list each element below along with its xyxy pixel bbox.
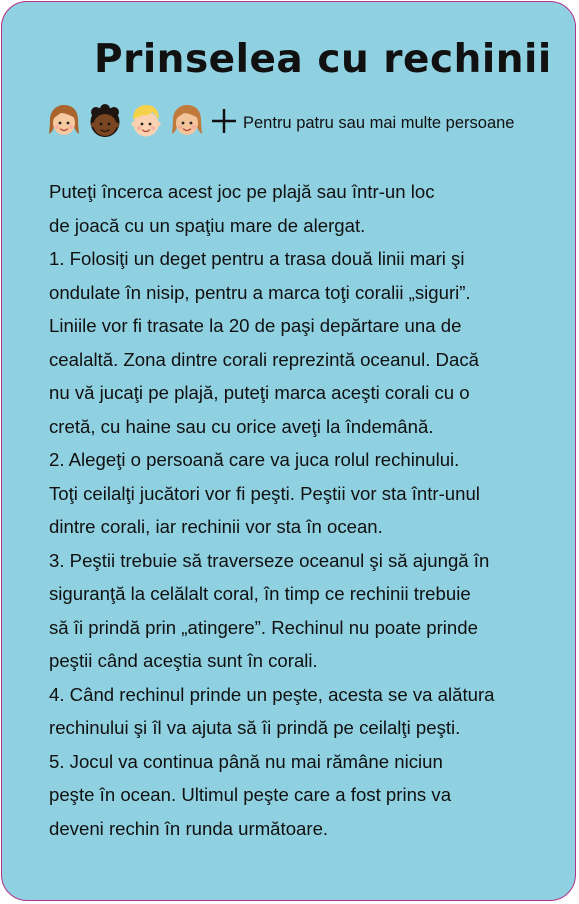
instruction-line: rechinului şi îl va ajuta să îi prindă pe ceilalţi peşti.	[49, 717, 461, 738]
instruction-line: 1. Folosiţi un deget pentru a trasa două linii mari şi	[49, 248, 465, 269]
girl-face-icon	[169, 103, 205, 139]
plus-icon	[212, 109, 236, 133]
instruction-line: Liniile vor fi trasate la 20 de paşi depărtare una de	[49, 315, 462, 336]
instruction-line: peştii când aceştia sunt în corali.	[49, 650, 318, 671]
instruction-line: cealaltă. Zona dintre corali reprezintă oceanul. Dacă	[49, 348, 479, 370]
boy-face-icon	[87, 103, 123, 139]
instruction-line: de joacă cu un spaţiu mare de alergat.	[49, 214, 366, 236]
girl-face-icon	[46, 103, 82, 139]
activity-card	[1, 1, 576, 901]
card-title: Prinselea cu rechinii	[94, 37, 552, 82]
instruction-line: nu vă jucaţi pe plajă, puteţi marca aceşti corali cu o	[49, 382, 470, 403]
instruction-line: ondulate în nisip, pentru a marca toţi coralii „siguri”.	[49, 281, 471, 303]
instruction-line: dintre corali, iar rechinii vor sta în ocean.	[49, 516, 383, 537]
instruction-line: 4. Când rechinul prinde un peşte, acesta se va alătura	[49, 683, 495, 705]
player-count-row	[46, 103, 515, 139]
blond-boy-face-icon	[128, 103, 164, 139]
instruction-line: peşte în ocean. Ultimul peşte care a fost prins va	[49, 784, 452, 805]
game-instructions	[49, 175, 549, 845]
instruction-line: Toţi ceilalţi jucători vor fi peşti. Peştii vor sta într-unul	[49, 482, 480, 504]
instruction-line: deveni rechin în runda următoare.	[49, 817, 329, 839]
instruction-line: să îi prindă prin „atingere”. Rechinul nu poate prinde	[49, 616, 478, 638]
instruction-line: siguranţă la celălalt coral, în timp ce rechinii trebuie	[49, 583, 471, 604]
instruction-line: cretă, cu haine sau cu orice aveţi la îndemână.	[49, 415, 434, 437]
instruction-line: 3. Peştii trebuie să traverseze oceanul şi să ajungă în	[49, 549, 490, 571]
player-count-label: Pentru patru sau mai multe persoane	[243, 113, 515, 132]
instruction-line: Puteţi încerca acest joc pe plajă sau într-un loc	[49, 181, 435, 202]
instruction-line: 5. Jocul va continua până nu mai rămâne niciun	[49, 750, 443, 772]
instruction-line: 2. Alegeţi o persoană care va juca rolul rechinului.	[49, 449, 460, 470]
